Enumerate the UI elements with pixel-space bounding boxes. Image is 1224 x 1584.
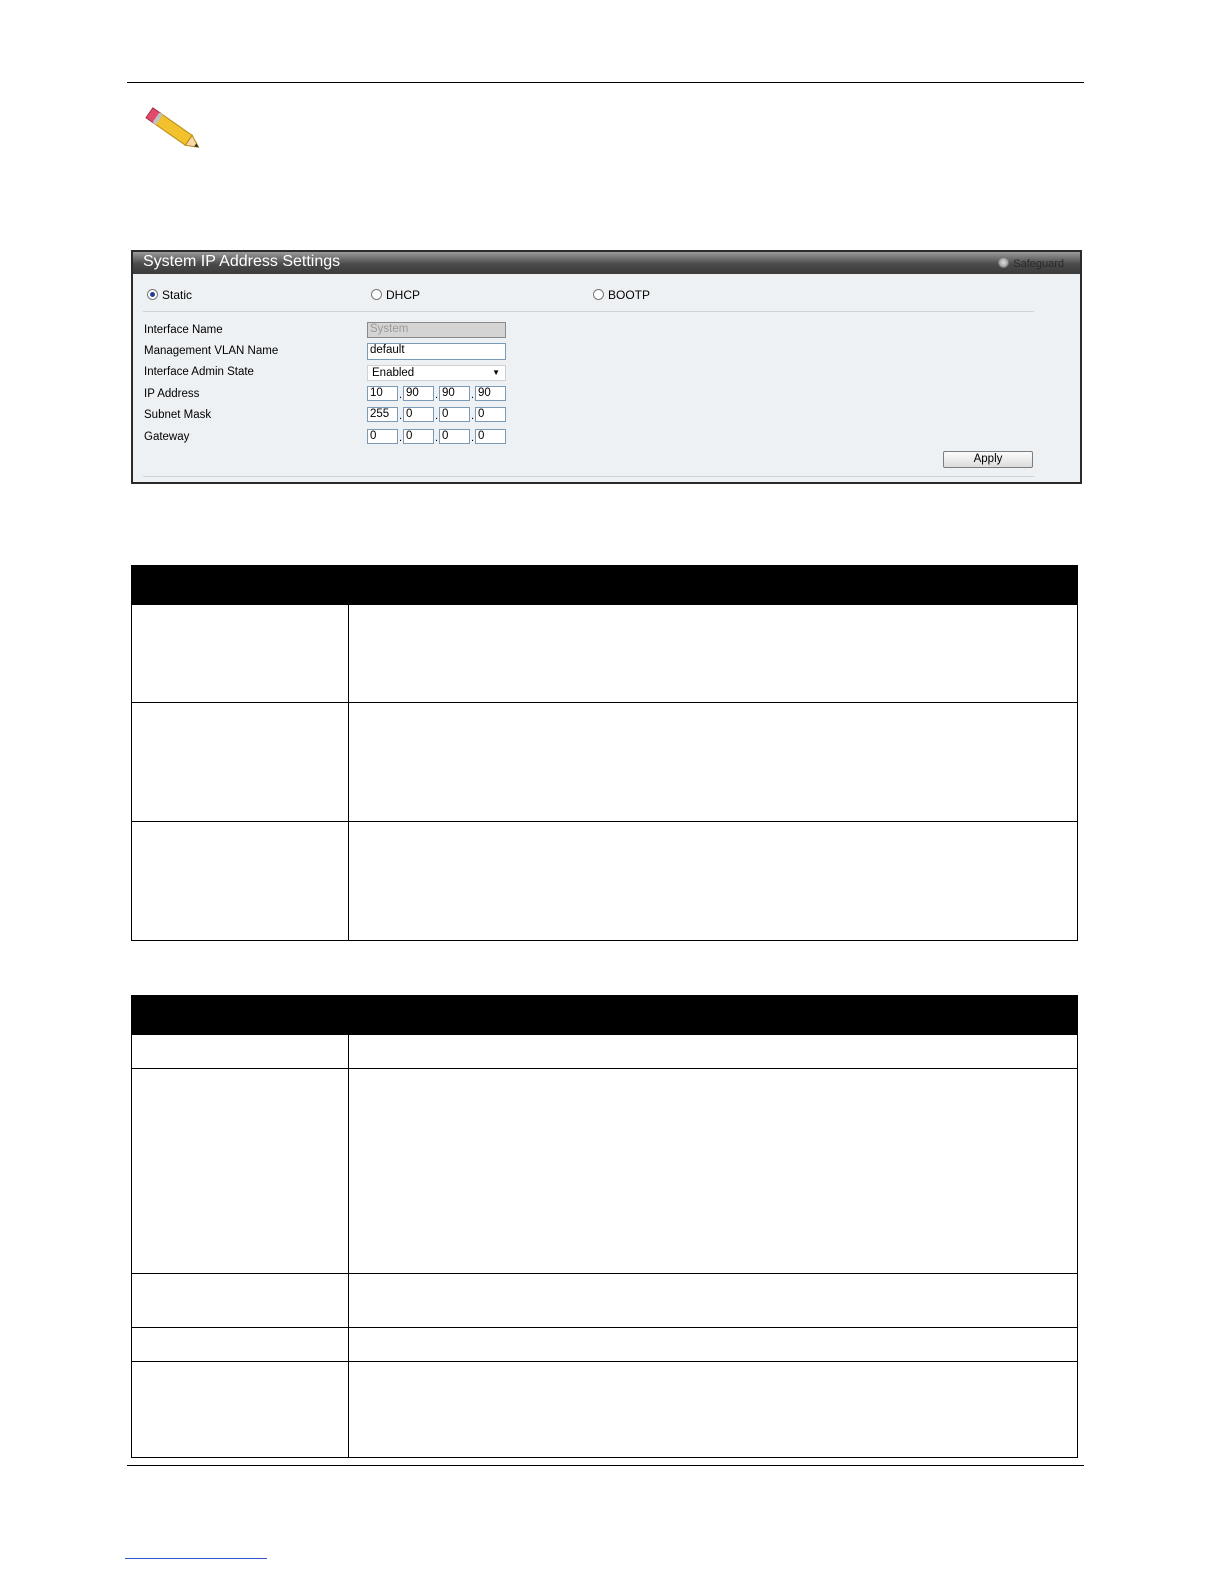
octet-dot: . — [399, 410, 403, 422]
parameter-table-1 — [131, 565, 1078, 941]
ip-address-label: IP Address — [144, 388, 200, 400]
table-header — [132, 996, 1077, 1035]
dhcp-label: DHCP — [386, 288, 421, 302]
ip-octet-1[interactable]: 10 — [367, 386, 398, 401]
octet-dot: . — [435, 432, 439, 444]
octet-dot: . — [435, 410, 439, 422]
panel-title-bar — [133, 252, 1080, 274]
ip-octet-4[interactable]: 90 — [475, 386, 506, 401]
bootp-radio[interactable] — [593, 289, 604, 300]
admin-state-label: Interface Admin State — [144, 366, 254, 378]
dhcp-radio-option[interactable] — [371, 288, 420, 302]
admin-state-select[interactable] — [367, 365, 506, 381]
apply-button[interactable]: Apply — [943, 451, 1033, 468]
system-ip-settings-panel — [131, 250, 1082, 484]
bootp-radio-option[interactable] — [593, 288, 650, 302]
safeguard-icon — [998, 257, 1009, 268]
gateway-octet-1[interactable]: 0 — [367, 429, 398, 444]
top-rule — [127, 82, 1084, 83]
dhcp-radio[interactable] — [371, 289, 382, 300]
row-divider — [132, 821, 1077, 822]
parameter-table-2 — [131, 995, 1078, 1458]
subnet-octet-1[interactable]: 255 — [367, 407, 398, 422]
interface-name-label: Interface Name — [144, 324, 223, 336]
ip-octet-3[interactable]: 90 — [439, 386, 470, 401]
subnet-mask-label: Subnet Mask — [144, 409, 212, 421]
octet-dot: . — [471, 410, 475, 422]
safeguard-label: Safeguard — [1013, 258, 1064, 270]
octet-dot: . — [399, 389, 403, 401]
vlan-name-label: Management VLAN Name — [144, 345, 279, 357]
vlan-name-field[interactable]: default — [367, 343, 506, 360]
static-radio-option[interactable] — [147, 288, 192, 302]
octet-dot: . — [435, 389, 439, 401]
gateway-octet-3[interactable]: 0 — [439, 429, 470, 444]
row-divider — [132, 1068, 1077, 1069]
bottom-divider — [143, 476, 1034, 477]
row-divider — [132, 1273, 1077, 1274]
column-divider — [348, 605, 349, 941]
static-label: Static — [162, 288, 193, 302]
gateway-octet-2[interactable]: 0 — [403, 429, 434, 444]
footer-link-underline[interactable] — [125, 1558, 267, 1559]
table-header — [132, 566, 1077, 605]
panel-title: System IP Address Settings — [143, 253, 341, 270]
bootp-label: BOOTP — [608, 288, 651, 302]
gateway-label: Gateway — [144, 431, 190, 443]
pencil-note-icon — [138, 100, 210, 160]
row-divider — [132, 1327, 1077, 1328]
ip-octet-2[interactable]: 90 — [403, 386, 434, 401]
dropdown-arrow-icon: ▼ — [492, 368, 500, 377]
subnet-octet-2[interactable]: 0 — [403, 407, 434, 422]
divider — [143, 311, 1034, 312]
gateway-octet-4[interactable]: 0 — [475, 429, 506, 444]
octet-dot: . — [471, 432, 475, 444]
interface-name-field: System — [367, 322, 506, 338]
octet-dot: . — [471, 389, 475, 401]
safeguard-indicator — [998, 257, 1064, 270]
subnet-octet-3[interactable]: 0 — [439, 407, 470, 422]
static-radio[interactable] — [147, 289, 158, 300]
column-divider — [348, 1035, 349, 1458]
bottom-rule — [127, 1465, 1084, 1466]
subnet-octet-4[interactable]: 0 — [475, 407, 506, 422]
row-divider — [132, 1361, 1077, 1362]
octet-dot: . — [399, 432, 403, 444]
row-divider — [132, 702, 1077, 703]
admin-state-value: Enabled — [372, 367, 415, 379]
